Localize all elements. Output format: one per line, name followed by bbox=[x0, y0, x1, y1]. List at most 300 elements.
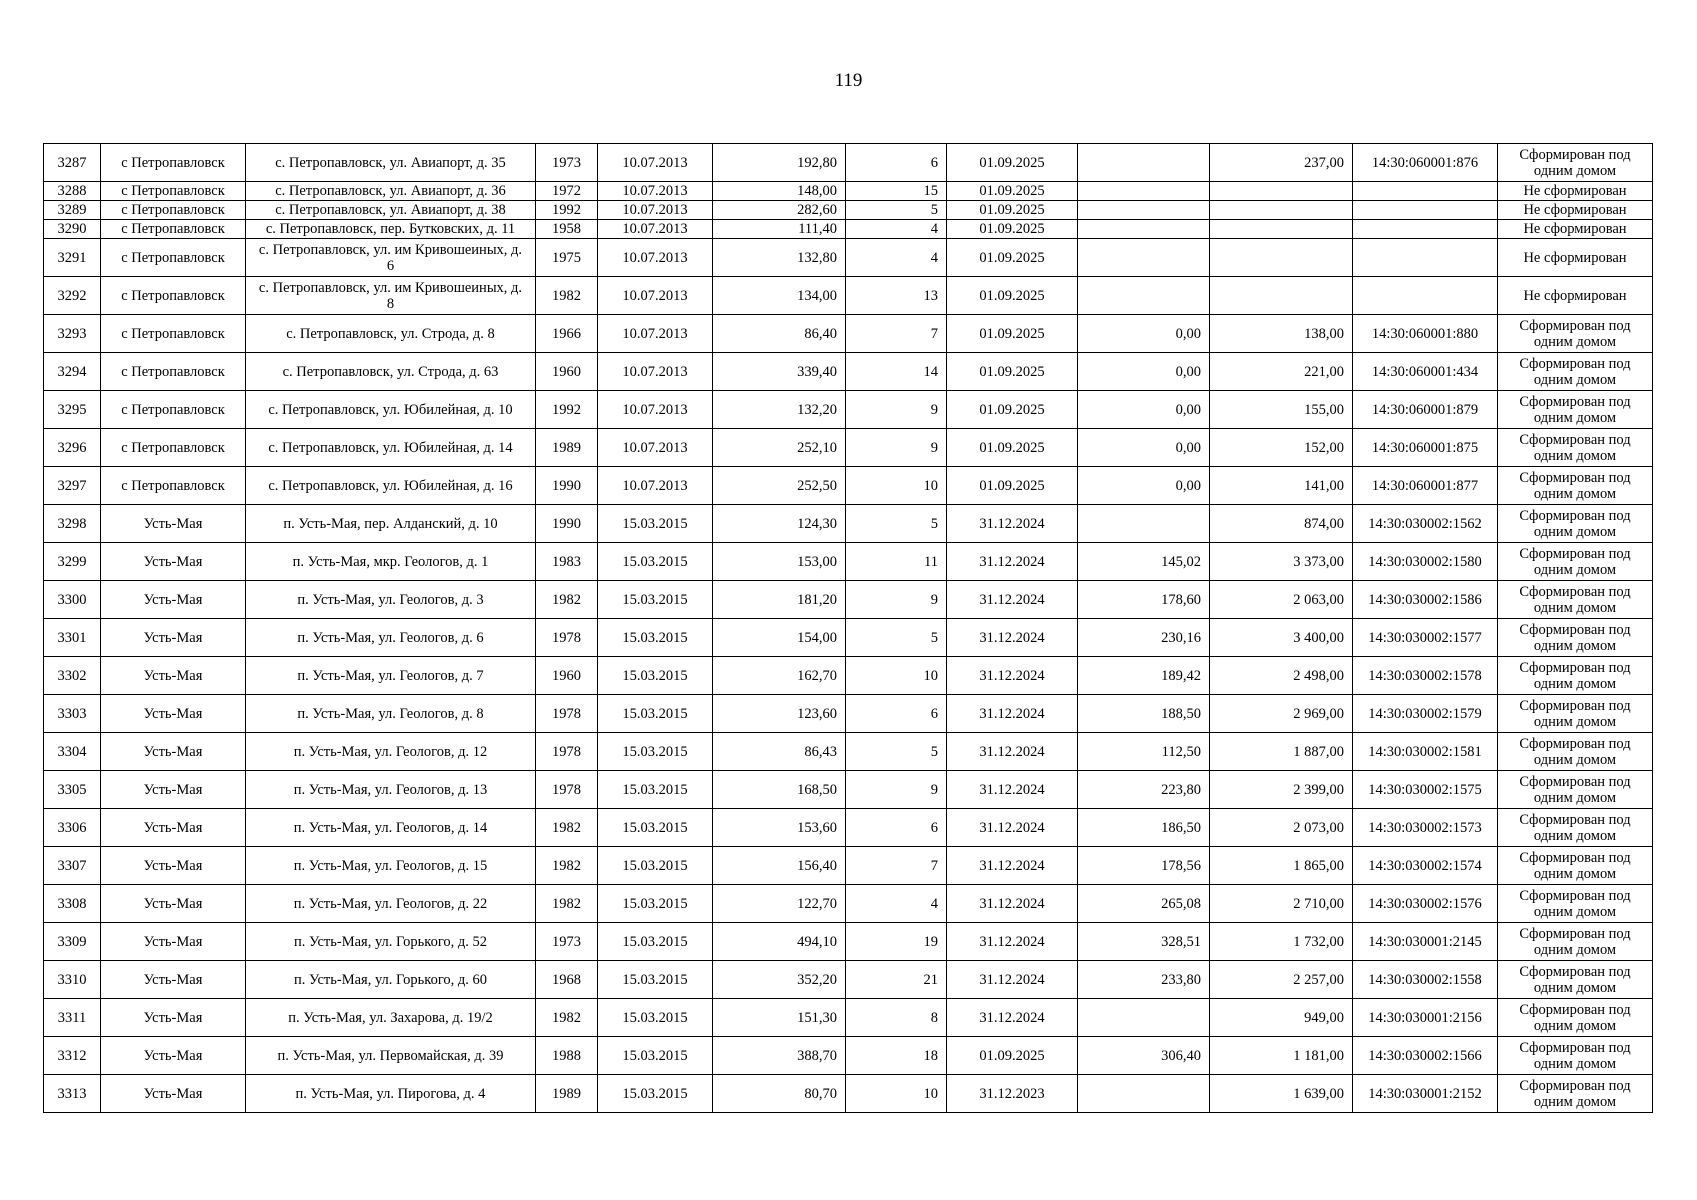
cell-status: Сформирован под одним домом bbox=[1498, 505, 1653, 543]
cell-status: Сформирован под одним домом bbox=[1498, 809, 1653, 847]
table-row bbox=[44, 144, 1653, 182]
cell-residents: 5 bbox=[846, 505, 947, 543]
cell-value-2: 155,00 bbox=[1210, 391, 1353, 429]
cell-deadline: 31.12.2024 bbox=[947, 771, 1078, 809]
cell-value-2: 221,00 bbox=[1210, 353, 1353, 391]
cell-cadastral-number: 14:30:030002:1575 bbox=[1353, 771, 1498, 809]
cell-value-1: 145,02 bbox=[1078, 543, 1210, 581]
cell-year: 1992 bbox=[536, 391, 598, 429]
cell-area: 339,40 bbox=[713, 353, 846, 391]
cell-address: п. Усть-Мая, ул. Пирогова, д. 4 bbox=[246, 1075, 536, 1113]
cell-deadline: 01.09.2025 bbox=[947, 467, 1078, 505]
cell-date: 15.03.2015 bbox=[598, 657, 713, 695]
cell-status: Сформирован под одним домом bbox=[1498, 429, 1653, 467]
cell-address: п. Усть-Мая, ул. Захарова, д. 19/2 bbox=[246, 999, 536, 1037]
cell-value-1 bbox=[1078, 201, 1210, 220]
cell-residents: 5 bbox=[846, 201, 947, 220]
cell-value-1 bbox=[1078, 1075, 1210, 1113]
cell-value-1: 233,80 bbox=[1078, 961, 1210, 999]
cell-area: 252,10 bbox=[713, 429, 846, 467]
cell-locality: с Петропавловск bbox=[101, 220, 246, 239]
cell-number: 3297 bbox=[44, 467, 101, 505]
cell-cadastral-number bbox=[1353, 182, 1498, 201]
cell-area: 86,40 bbox=[713, 315, 846, 353]
table-row bbox=[44, 885, 1653, 923]
cell-deadline: 01.09.2025 bbox=[947, 353, 1078, 391]
cell-cadastral-number bbox=[1353, 277, 1498, 315]
cell-value-1: 0,00 bbox=[1078, 429, 1210, 467]
cell-area: 134,00 bbox=[713, 277, 846, 315]
cell-residents: 6 bbox=[846, 144, 947, 182]
table-row bbox=[44, 847, 1653, 885]
cell-date: 15.03.2015 bbox=[598, 733, 713, 771]
cell-value-1 bbox=[1078, 505, 1210, 543]
cell-date: 15.03.2015 bbox=[598, 581, 713, 619]
cell-status: Сформирован под одним домом bbox=[1498, 353, 1653, 391]
cell-area: 156,40 bbox=[713, 847, 846, 885]
cell-value-2: 2 710,00 bbox=[1210, 885, 1353, 923]
cell-cadastral-number: 14:30:060001:877 bbox=[1353, 467, 1498, 505]
cell-address: п. Усть-Мая, ул. Геологов, д. 3 bbox=[246, 581, 536, 619]
cell-number: 3313 bbox=[44, 1075, 101, 1113]
cell-number: 3292 bbox=[44, 277, 101, 315]
cell-value-2: 3 400,00 bbox=[1210, 619, 1353, 657]
cell-address: п. Усть-Мая, ул. Геологов, д. 15 bbox=[246, 847, 536, 885]
cell-status: Сформирован под одним домом bbox=[1498, 885, 1653, 923]
cell-locality: Усть-Мая bbox=[101, 1075, 246, 1113]
cell-status: Сформирован под одним домом bbox=[1498, 543, 1653, 581]
cell-date: 10.07.2013 bbox=[598, 315, 713, 353]
cell-area: 124,30 bbox=[713, 505, 846, 543]
cell-address: с. Петропавловск, ул. Авиапорт, д. 36 bbox=[246, 182, 536, 201]
cell-deadline: 31.12.2024 bbox=[947, 847, 1078, 885]
cell-date: 10.07.2013 bbox=[598, 144, 713, 182]
cell-cadastral-number: 14:30:030002:1580 bbox=[1353, 543, 1498, 581]
cell-area: 388,70 bbox=[713, 1037, 846, 1075]
cell-value-2: 2 498,00 bbox=[1210, 657, 1353, 695]
cell-value-1: 186,50 bbox=[1078, 809, 1210, 847]
cell-value-2: 1 732,00 bbox=[1210, 923, 1353, 961]
cell-deadline: 31.12.2024 bbox=[947, 619, 1078, 657]
cell-value-1 bbox=[1078, 220, 1210, 239]
cell-area: 162,70 bbox=[713, 657, 846, 695]
cell-deadline: 01.09.2025 bbox=[947, 315, 1078, 353]
cell-status: Сформирован под одним домом bbox=[1498, 315, 1653, 353]
cell-date: 15.03.2015 bbox=[598, 999, 713, 1037]
cell-locality: Усть-Мая bbox=[101, 543, 246, 581]
table-row bbox=[44, 619, 1653, 657]
cell-cadastral-number: 14:30:030002:1576 bbox=[1353, 885, 1498, 923]
table-row bbox=[44, 961, 1653, 999]
cell-date: 10.07.2013 bbox=[598, 201, 713, 220]
cell-cadastral-number: 14:30:060001:434 bbox=[1353, 353, 1498, 391]
cell-area: 153,60 bbox=[713, 809, 846, 847]
cell-deadline: 31.12.2024 bbox=[947, 923, 1078, 961]
cell-deadline: 01.09.2025 bbox=[947, 391, 1078, 429]
cell-number: 3288 bbox=[44, 182, 101, 201]
cell-area: 151,30 bbox=[713, 999, 846, 1037]
cell-cadastral-number: 14:30:060001:880 bbox=[1353, 315, 1498, 353]
cell-address: п. Усть-Мая, ул. Первомайская, д. 39 bbox=[246, 1037, 536, 1075]
cell-deadline: 31.12.2024 bbox=[947, 581, 1078, 619]
cell-year: 1978 bbox=[536, 771, 598, 809]
table-row bbox=[44, 391, 1653, 429]
cell-value-2: 3 373,00 bbox=[1210, 543, 1353, 581]
cell-date: 10.07.2013 bbox=[598, 277, 713, 315]
cell-value-2: 2 257,00 bbox=[1210, 961, 1353, 999]
cell-deadline: 31.12.2024 bbox=[947, 505, 1078, 543]
cell-cadastral-number: 14:30:030002:1566 bbox=[1353, 1037, 1498, 1075]
cell-date: 10.07.2013 bbox=[598, 353, 713, 391]
cell-cadastral-number: 14:30:030002:1574 bbox=[1353, 847, 1498, 885]
cell-date: 15.03.2015 bbox=[598, 505, 713, 543]
cell-status: Не сформирован bbox=[1498, 201, 1653, 220]
cell-value-1: 0,00 bbox=[1078, 315, 1210, 353]
table-row bbox=[44, 505, 1653, 543]
cell-value-1: 265,08 bbox=[1078, 885, 1210, 923]
cell-value-1: 328,51 bbox=[1078, 923, 1210, 961]
table-row bbox=[44, 543, 1653, 581]
cell-value-2: 949,00 bbox=[1210, 999, 1353, 1037]
cell-locality: с Петропавловск bbox=[101, 277, 246, 315]
cell-locality: с Петропавловск bbox=[101, 182, 246, 201]
cell-residents: 10 bbox=[846, 657, 947, 695]
cell-number: 3291 bbox=[44, 239, 101, 277]
table-row bbox=[44, 467, 1653, 505]
cell-status: Сформирован под одним домом bbox=[1498, 923, 1653, 961]
cell-residents: 9 bbox=[846, 771, 947, 809]
page-number: 119 bbox=[834, 70, 863, 91]
cell-residents: 9 bbox=[846, 429, 947, 467]
cell-locality: с Петропавловск bbox=[101, 391, 246, 429]
cell-deadline: 31.12.2024 bbox=[947, 885, 1078, 923]
cell-year: 1973 bbox=[536, 923, 598, 961]
cell-deadline: 01.09.2025 bbox=[947, 277, 1078, 315]
cell-status: Сформирован под одним домом bbox=[1498, 144, 1653, 182]
table-row bbox=[44, 353, 1653, 391]
cell-value-2 bbox=[1210, 182, 1353, 201]
cell-locality: Усть-Мая bbox=[101, 961, 246, 999]
cell-number: 3301 bbox=[44, 619, 101, 657]
cell-value-1: 178,60 bbox=[1078, 581, 1210, 619]
cell-date: 15.03.2015 bbox=[598, 1037, 713, 1075]
cell-residents: 8 bbox=[846, 999, 947, 1037]
cell-value-1: 0,00 bbox=[1078, 391, 1210, 429]
table-row bbox=[44, 182, 1653, 201]
cell-number: 3296 bbox=[44, 429, 101, 467]
cell-cadastral-number: 14:30:030002:1581 bbox=[1353, 733, 1498, 771]
cell-residents: 6 bbox=[846, 695, 947, 733]
cell-value-2 bbox=[1210, 277, 1353, 315]
cell-deadline: 31.12.2023 bbox=[947, 1075, 1078, 1113]
cell-year: 1988 bbox=[536, 1037, 598, 1075]
cell-deadline: 01.09.2025 bbox=[947, 144, 1078, 182]
cell-residents: 9 bbox=[846, 581, 947, 619]
cell-year: 1982 bbox=[536, 885, 598, 923]
cell-status: Не сформирован bbox=[1498, 239, 1653, 277]
cell-residents: 4 bbox=[846, 885, 947, 923]
cell-date: 15.03.2015 bbox=[598, 695, 713, 733]
cell-locality: с Петропавловск bbox=[101, 353, 246, 391]
cell-address: п. Усть-Мая, ул. Геологов, д. 13 bbox=[246, 771, 536, 809]
table-row bbox=[44, 923, 1653, 961]
cell-year: 1982 bbox=[536, 277, 598, 315]
cell-locality: Усть-Мая bbox=[101, 923, 246, 961]
cell-value-1: 306,40 bbox=[1078, 1037, 1210, 1075]
cell-value-1: 230,16 bbox=[1078, 619, 1210, 657]
cell-year: 1982 bbox=[536, 581, 598, 619]
cell-date: 15.03.2015 bbox=[598, 847, 713, 885]
cell-value-2: 1 181,00 bbox=[1210, 1037, 1353, 1075]
cell-status: Сформирован под одним домом bbox=[1498, 733, 1653, 771]
cell-residents: 7 bbox=[846, 847, 947, 885]
cell-deadline: 31.12.2024 bbox=[947, 961, 1078, 999]
table-row bbox=[44, 581, 1653, 619]
cell-area: 111,40 bbox=[713, 220, 846, 239]
cell-cadastral-number: 14:30:030002:1562 bbox=[1353, 505, 1498, 543]
cell-value-1: 0,00 bbox=[1078, 467, 1210, 505]
table-row bbox=[44, 999, 1653, 1037]
cell-locality: с Петропавловск bbox=[101, 467, 246, 505]
cell-cadastral-number: 14:30:060001:876 bbox=[1353, 144, 1498, 182]
cell-residents: 4 bbox=[846, 220, 947, 239]
cell-status: Сформирован под одним домом bbox=[1498, 657, 1653, 695]
cell-cadastral-number bbox=[1353, 239, 1498, 277]
cell-cadastral-number: 14:30:030002:1579 bbox=[1353, 695, 1498, 733]
cell-year: 1978 bbox=[536, 695, 598, 733]
cell-number: 3305 bbox=[44, 771, 101, 809]
cell-address: с. Петропавловск, ул. Строда, д. 8 bbox=[246, 315, 536, 353]
cell-date: 15.03.2015 bbox=[598, 543, 713, 581]
cell-year: 1960 bbox=[536, 353, 598, 391]
cell-area: 192,80 bbox=[713, 144, 846, 182]
cell-address: п. Усть-Мая, ул. Геологов, д. 22 bbox=[246, 885, 536, 923]
cell-area: 282,60 bbox=[713, 201, 846, 220]
cell-area: 132,80 bbox=[713, 239, 846, 277]
cell-cadastral-number: 14:30:030002:1558 bbox=[1353, 961, 1498, 999]
cell-residents: 5 bbox=[846, 619, 947, 657]
cell-status: Не сформирован bbox=[1498, 182, 1653, 201]
cell-area: 252,50 bbox=[713, 467, 846, 505]
cell-number: 3295 bbox=[44, 391, 101, 429]
cell-deadline: 01.09.2025 bbox=[947, 429, 1078, 467]
cell-status: Сформирован под одним домом bbox=[1498, 581, 1653, 619]
cell-value-1: 223,80 bbox=[1078, 771, 1210, 809]
cell-status: Не сформирован bbox=[1498, 277, 1653, 315]
cell-value-1 bbox=[1078, 277, 1210, 315]
cell-residents: 11 bbox=[846, 543, 947, 581]
cell-cadastral-number: 14:30:060001:879 bbox=[1353, 391, 1498, 429]
cell-date: 10.07.2013 bbox=[598, 220, 713, 239]
cell-residents: 10 bbox=[846, 467, 947, 505]
cell-address: п. Усть-Мая, ул. Геологов, д. 8 bbox=[246, 695, 536, 733]
cell-value-2 bbox=[1210, 201, 1353, 220]
cell-area: 352,20 bbox=[713, 961, 846, 999]
cell-address: п. Усть-Мая, ул. Горького, д. 52 bbox=[246, 923, 536, 961]
cell-number: 3304 bbox=[44, 733, 101, 771]
cell-deadline: 31.12.2024 bbox=[947, 733, 1078, 771]
cell-cadastral-number: 14:30:030001:2152 bbox=[1353, 1075, 1498, 1113]
cell-deadline: 01.09.2025 bbox=[947, 1037, 1078, 1075]
cell-area: 132,20 bbox=[713, 391, 846, 429]
table-row bbox=[44, 771, 1653, 809]
cell-value-2: 1 887,00 bbox=[1210, 733, 1353, 771]
cell-year: 1966 bbox=[536, 315, 598, 353]
cell-number: 3303 bbox=[44, 695, 101, 733]
cell-cadastral-number: 14:30:030002:1586 bbox=[1353, 581, 1498, 619]
cell-address: с. Петропавловск, ул. Авиапорт, д. 38 bbox=[246, 201, 536, 220]
cell-deadline: 01.09.2025 bbox=[947, 182, 1078, 201]
cell-number: 3309 bbox=[44, 923, 101, 961]
cell-number: 3312 bbox=[44, 1037, 101, 1075]
table-row bbox=[44, 1037, 1653, 1075]
cell-status: Сформирован под одним домом bbox=[1498, 961, 1653, 999]
table-row bbox=[44, 239, 1653, 277]
cell-locality: Усть-Мая bbox=[101, 619, 246, 657]
cell-year: 1960 bbox=[536, 657, 598, 695]
table-row bbox=[44, 733, 1653, 771]
cell-date: 10.07.2013 bbox=[598, 429, 713, 467]
cell-area: 153,00 bbox=[713, 543, 846, 581]
cell-cadastral-number bbox=[1353, 220, 1498, 239]
cell-number: 3294 bbox=[44, 353, 101, 391]
cell-address: с. Петропавловск, ул. Юбилейная, д. 10 bbox=[246, 391, 536, 429]
cell-locality: с Петропавловск bbox=[101, 144, 246, 182]
cell-address: п. Усть-Мая, пер. Алданский, д. 10 bbox=[246, 505, 536, 543]
cell-address: с. Петропавловск, ул. Авиапорт, д. 35 bbox=[246, 144, 536, 182]
cell-year: 1982 bbox=[536, 809, 598, 847]
table-row bbox=[44, 1075, 1653, 1113]
cell-value-2: 1 639,00 bbox=[1210, 1075, 1353, 1113]
cell-residents: 21 bbox=[846, 961, 947, 999]
cell-number: 3302 bbox=[44, 657, 101, 695]
cell-area: 122,70 bbox=[713, 885, 846, 923]
cell-number: 3293 bbox=[44, 315, 101, 353]
cell-number: 3311 bbox=[44, 999, 101, 1037]
cell-status: Не сформирован bbox=[1498, 220, 1653, 239]
cell-value-1: 112,50 bbox=[1078, 733, 1210, 771]
cell-cadastral-number: 14:30:060001:875 bbox=[1353, 429, 1498, 467]
cell-year: 1990 bbox=[536, 467, 598, 505]
cell-date: 15.03.2015 bbox=[598, 619, 713, 657]
cell-date: 15.03.2015 bbox=[598, 1075, 713, 1113]
cell-year: 1978 bbox=[536, 733, 598, 771]
table-row bbox=[44, 429, 1653, 467]
cell-year: 1958 bbox=[536, 220, 598, 239]
cell-year: 1972 bbox=[536, 182, 598, 201]
cell-number: 3299 bbox=[44, 543, 101, 581]
cell-date: 15.03.2015 bbox=[598, 771, 713, 809]
cell-residents: 5 bbox=[846, 733, 947, 771]
cell-deadline: 01.09.2025 bbox=[947, 239, 1078, 277]
cell-locality: Усть-Мая bbox=[101, 847, 246, 885]
cell-locality: с Петропавловск bbox=[101, 315, 246, 353]
cell-residents: 7 bbox=[846, 315, 947, 353]
cell-residents: 14 bbox=[846, 353, 947, 391]
cell-residents: 6 bbox=[846, 809, 947, 847]
table-row bbox=[44, 201, 1653, 220]
cell-area: 494,10 bbox=[713, 923, 846, 961]
cell-locality: Усть-Мая bbox=[101, 771, 246, 809]
cell-number: 3300 bbox=[44, 581, 101, 619]
cell-address: п. Усть-Мая, ул. Геологов, д. 14 bbox=[246, 809, 536, 847]
cell-year: 1973 bbox=[536, 144, 598, 182]
cell-deadline: 01.09.2025 bbox=[947, 201, 1078, 220]
cell-year: 1978 bbox=[536, 619, 598, 657]
cell-status: Сформирован под одним домом bbox=[1498, 695, 1653, 733]
cell-cadastral-number: 14:30:030001:2145 bbox=[1353, 923, 1498, 961]
cell-area: 154,00 bbox=[713, 619, 846, 657]
cell-value-1: 0,00 bbox=[1078, 353, 1210, 391]
cell-value-2 bbox=[1210, 220, 1353, 239]
cell-year: 1990 bbox=[536, 505, 598, 543]
cell-date: 10.07.2013 bbox=[598, 467, 713, 505]
cell-year: 1992 bbox=[536, 201, 598, 220]
table-row bbox=[44, 277, 1653, 315]
cell-address: п. Усть-Мая, ул. Горького, д. 60 bbox=[246, 961, 536, 999]
cell-area: 168,50 bbox=[713, 771, 846, 809]
cell-cadastral-number: 14:30:030002:1573 bbox=[1353, 809, 1498, 847]
cell-number: 3298 bbox=[44, 505, 101, 543]
cell-number: 3287 bbox=[44, 144, 101, 182]
cell-value-2: 1 865,00 bbox=[1210, 847, 1353, 885]
cell-value-2: 138,00 bbox=[1210, 315, 1353, 353]
cell-status: Сформирован под одним домом bbox=[1498, 999, 1653, 1037]
cell-number: 3308 bbox=[44, 885, 101, 923]
cell-year: 1982 bbox=[536, 847, 598, 885]
cell-area: 148,00 bbox=[713, 182, 846, 201]
cell-value-2: 2 399,00 bbox=[1210, 771, 1353, 809]
cell-value-1 bbox=[1078, 239, 1210, 277]
cell-value-1 bbox=[1078, 182, 1210, 201]
cell-locality: Усть-Мая bbox=[101, 809, 246, 847]
cell-cadastral-number: 14:30:030002:1577 bbox=[1353, 619, 1498, 657]
cell-status: Сформирован под одним домом bbox=[1498, 391, 1653, 429]
cell-locality: Усть-Мая bbox=[101, 1037, 246, 1075]
cell-locality: с Петропавловск bbox=[101, 239, 246, 277]
cell-locality: Усть-Мая bbox=[101, 657, 246, 695]
cell-status: Сформирован под одним домом bbox=[1498, 1037, 1653, 1075]
cell-address: с. Петропавловск, ул. им Кривошеиных, д. 8 bbox=[246, 277, 536, 315]
cell-year: 1989 bbox=[536, 429, 598, 467]
cell-deadline: 01.09.2025 bbox=[947, 220, 1078, 239]
cell-value-1: 189,42 bbox=[1078, 657, 1210, 695]
cell-value-2: 141,00 bbox=[1210, 467, 1353, 505]
cell-address: с. Петропавловск, ул. Юбилейная, д. 16 bbox=[246, 467, 536, 505]
housing-registry-table bbox=[43, 143, 1653, 1113]
cell-residents: 19 bbox=[846, 923, 947, 961]
cell-deadline: 31.12.2024 bbox=[947, 809, 1078, 847]
cell-locality: Усть-Мая bbox=[101, 581, 246, 619]
cell-value-2: 2 063,00 bbox=[1210, 581, 1353, 619]
cell-year: 1983 bbox=[536, 543, 598, 581]
cell-number: 3307 bbox=[44, 847, 101, 885]
cell-year: 1989 bbox=[536, 1075, 598, 1113]
cell-number: 3290 bbox=[44, 220, 101, 239]
cell-locality: Усть-Мая bbox=[101, 505, 246, 543]
table-row bbox=[44, 809, 1653, 847]
cell-number: 3306 bbox=[44, 809, 101, 847]
table-row bbox=[44, 695, 1653, 733]
cell-address: с. Петропавловск, ул. им Кривошеиных, д. 6 bbox=[246, 239, 536, 277]
cell-value-2: 2 969,00 bbox=[1210, 695, 1353, 733]
cell-value-2: 874,00 bbox=[1210, 505, 1353, 543]
cell-deadline: 31.12.2024 bbox=[947, 695, 1078, 733]
cell-number: 3310 bbox=[44, 961, 101, 999]
cell-address: с. Петропавловск, пер. Бутковских, д. 11 bbox=[246, 220, 536, 239]
cell-date: 15.03.2015 bbox=[598, 961, 713, 999]
cell-locality: Усть-Мая bbox=[101, 885, 246, 923]
